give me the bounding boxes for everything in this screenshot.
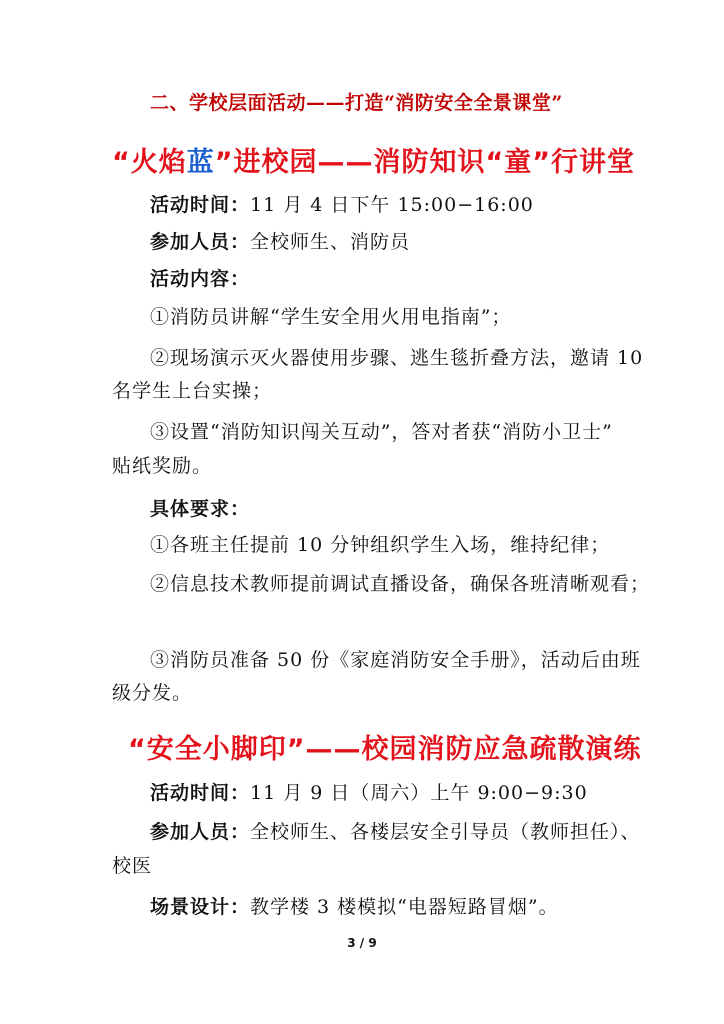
activity1-people-value: 全校师生、消防员 <box>250 231 411 253</box>
activity1-content-item: ①消防员讲解“学生安全用火用电指南”； <box>150 306 512 328</box>
activity2-title: “安全小脚印”——校园消防应急疏散演练 <box>128 734 642 765</box>
activity1-time-label: 活动时间： <box>150 194 251 216</box>
activity2-time <box>150 778 588 805</box>
activity1-time-value: 11 月 4 日下午 15:00−16:00 <box>250 194 534 216</box>
activity1-title-part-a: “火焰 <box>112 147 187 178</box>
activity2-scene-value: 教学楼 3 楼模拟“电器短路冒烟”。 <box>250 896 559 918</box>
activity1-req-item: 级分发。 <box>112 682 193 704</box>
activity1-title-part-c: ”进校园——消防知识“童”行讲堂 <box>214 147 635 178</box>
activity2-scene <box>150 892 559 919</box>
activity1-title <box>112 140 635 179</box>
activity1-title-blue-char: 蓝 <box>186 147 215 178</box>
activity1-req-item: ③消防员准备 50 份《家庭消防安全手册》，活动后由班 <box>150 649 641 671</box>
activity2-people <box>150 817 641 844</box>
activity1-content-item: 贴纸奖励。 <box>112 455 213 477</box>
activity1-req-item: ①各班主任提前 10 分钟组织学生入场，维持纪律； <box>150 534 611 556</box>
activity1-req-label-text: 具体要求： <box>150 498 251 520</box>
page-number: 3 / 9 <box>347 936 377 950</box>
activity2-people-value: 全校师生、各楼层安全引导员（教师担任）、 <box>250 821 641 843</box>
activity1-req-label <box>150 494 250 521</box>
activity2-people-label: 参加人员： <box>150 821 251 843</box>
activity1-req-item: ②信息技术教师提前调试直播设备，确保各班清晰观看； <box>150 573 651 595</box>
section-title: 二、学校层面活动——打造“消防安全全景课堂” <box>150 92 563 114</box>
activity1-people <box>150 227 410 254</box>
activity1-content-label-text: 活动内容： <box>150 268 251 290</box>
activity2-people-cont: 校医 <box>112 855 153 877</box>
activity2-time-label: 活动时间： <box>150 782 251 804</box>
activity1-time <box>150 190 534 217</box>
activity1-content-item: ③设置“消防知识闯关互动”，答对者获“消防小卫士” <box>150 421 613 443</box>
activity2-time-value: 11 月 9 日（周六）上午 9:00−9:30 <box>250 782 588 804</box>
activity1-content-item: ②现场演示灭火器使用步骤、逃生毯折叠方法，邀请 10 <box>150 347 644 369</box>
activity1-people-label: 参加人员： <box>150 231 251 253</box>
activity1-content-label <box>150 264 250 291</box>
activity1-content-item: 名学生上台实操； <box>112 380 273 402</box>
activity2-scene-label: 场景设计： <box>150 896 251 918</box>
